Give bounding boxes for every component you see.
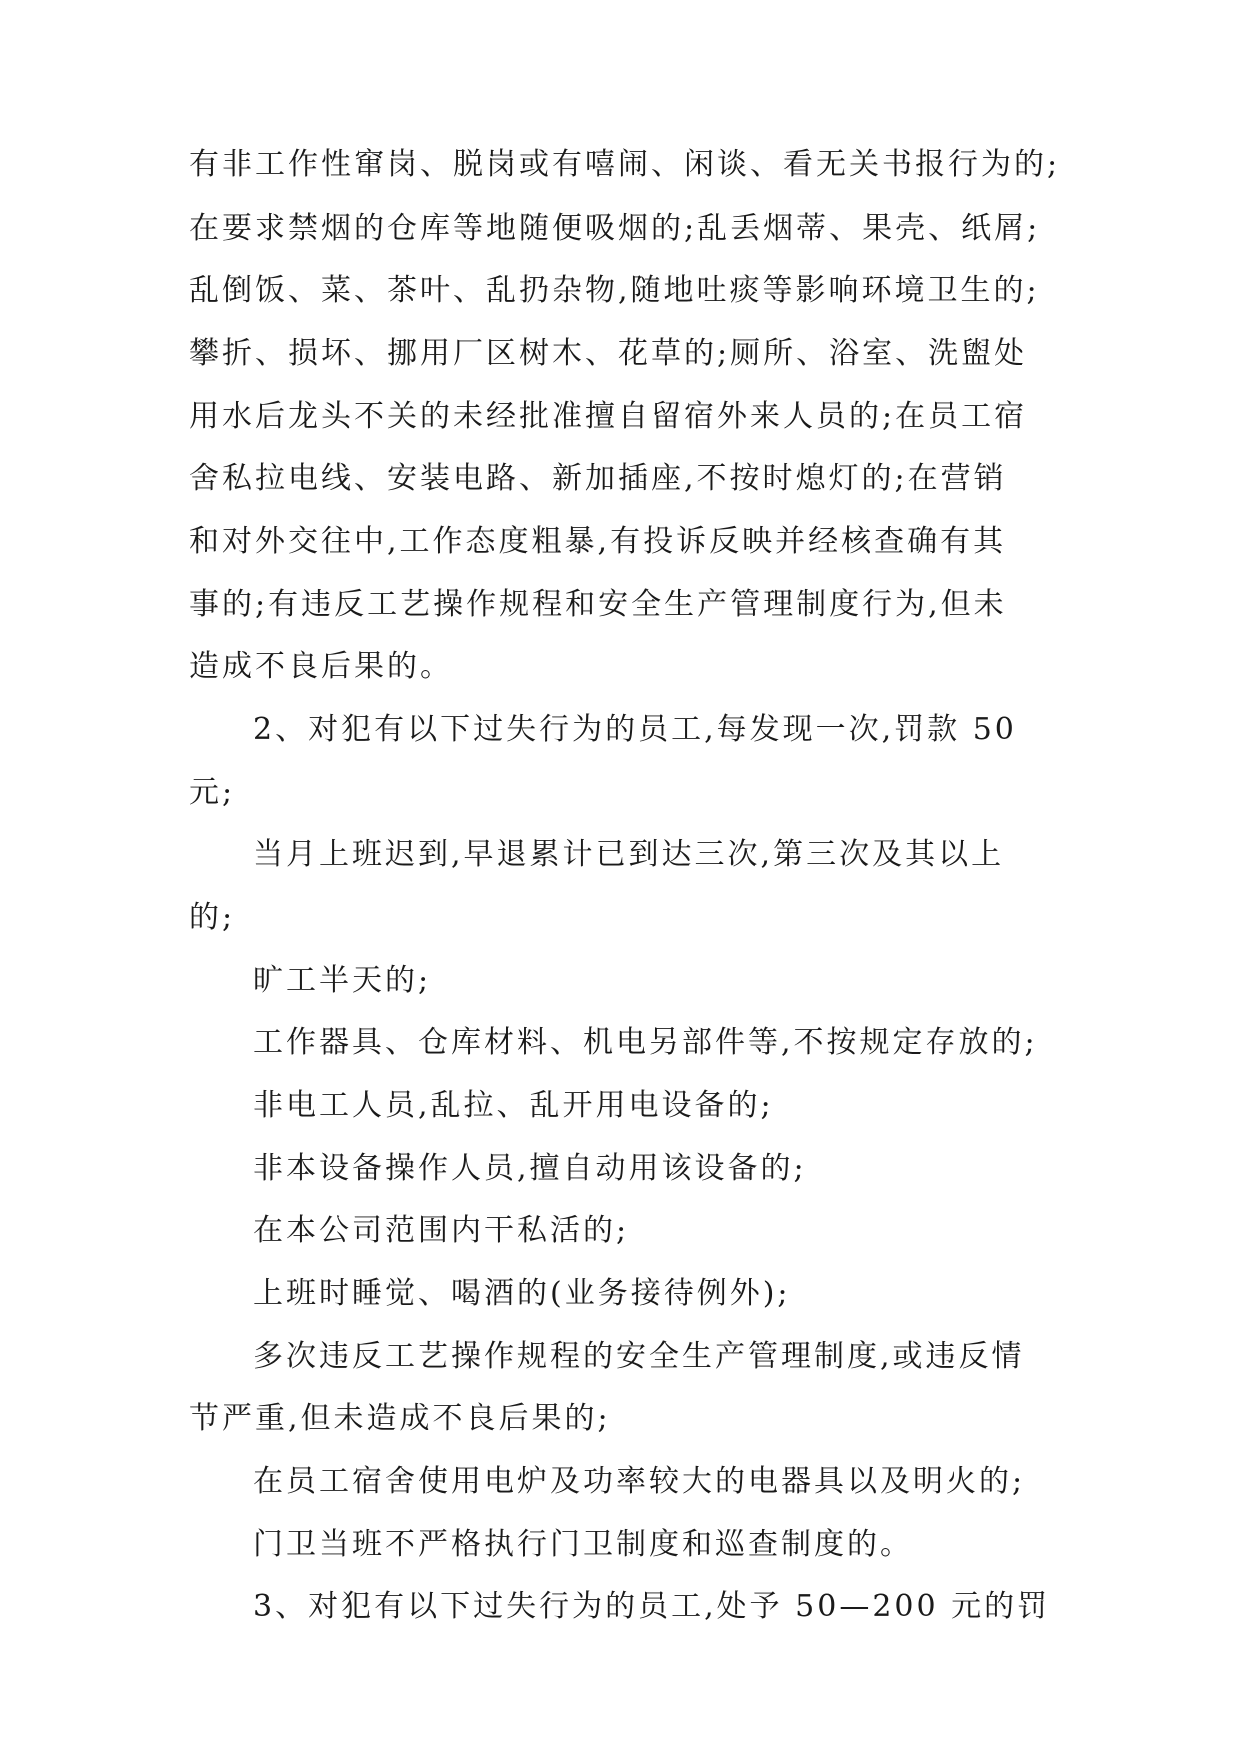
text-line: 攀折、损坏、挪用厂区树木、花草的;厕所、浴室、洗盥处 [189, 336, 1028, 371]
list-item: 旷工半天的; [253, 963, 432, 998]
list-item: 在本公司范围内干私活的; [253, 1213, 630, 1248]
text-line: 和对外交往中,工作态度粗暴,有投诉反映并经核查确有其 [189, 524, 1007, 559]
section-3-heading: 3、对犯有以下过失行为的员工,处予 50—200 元的罚 [253, 1589, 1051, 1624]
list-item: 非本设备操作人员,擅自动用该设备的; [253, 1151, 807, 1186]
text-line: 在要求禁烟的仓库等地随便吸烟的;乱丢烟蒂、果壳、纸屑; [189, 211, 1041, 246]
text-line: 元; [189, 775, 236, 810]
list-item: 在员工宿舍使用电炉及功率较大的电器具以及明火的; [253, 1464, 1026, 1499]
text-line: 用水后龙头不关的未经批准擅自留宿外来人员的;在员工宿 [189, 399, 1028, 434]
list-item: 多次违反工艺操作规程的安全生产管理制度,或违反情 [253, 1339, 1025, 1374]
list-item: 上班时睡觉、喝酒的(业务接待例外); [253, 1276, 791, 1311]
list-item: 工作器具、仓库材料、机电另部件等,不按规定存放的; [253, 1025, 1038, 1060]
text-line: 有非工作性窜岗、脱岗或有嘻闹、闲谈、看无关书报行为的; [189, 147, 1061, 182]
list-item: 门卫当班不严格执行门卫制度和巡查制度的。 [253, 1527, 913, 1562]
text-line: 造成不良后果的。 [189, 649, 453, 684]
section-2-heading: 2、对犯有以下过失行为的员工,每发现一次,罚款 50 [253, 712, 1017, 747]
text-line: 的; [189, 900, 236, 935]
text-line: 乱倒饭、菜、茶叶、乱扔杂物,随地吐痰等影响环境卫生的; [189, 273, 1040, 308]
list-item: 非电工人员,乱拉、乱开用电设备的; [253, 1088, 774, 1123]
text-line: 事的;有违反工艺操作规程和安全生产管理制度行为,但未 [189, 587, 1007, 622]
text-line: 舍私拉电线、安装电路、新加插座,不按时熄灯的;在营销 [189, 461, 1007, 496]
list-item: 当月上班迟到,早退累计已到达三次,第三次及其以上 [253, 837, 1005, 872]
text-line: 节严重,但未造成不良后果的; [189, 1401, 611, 1436]
